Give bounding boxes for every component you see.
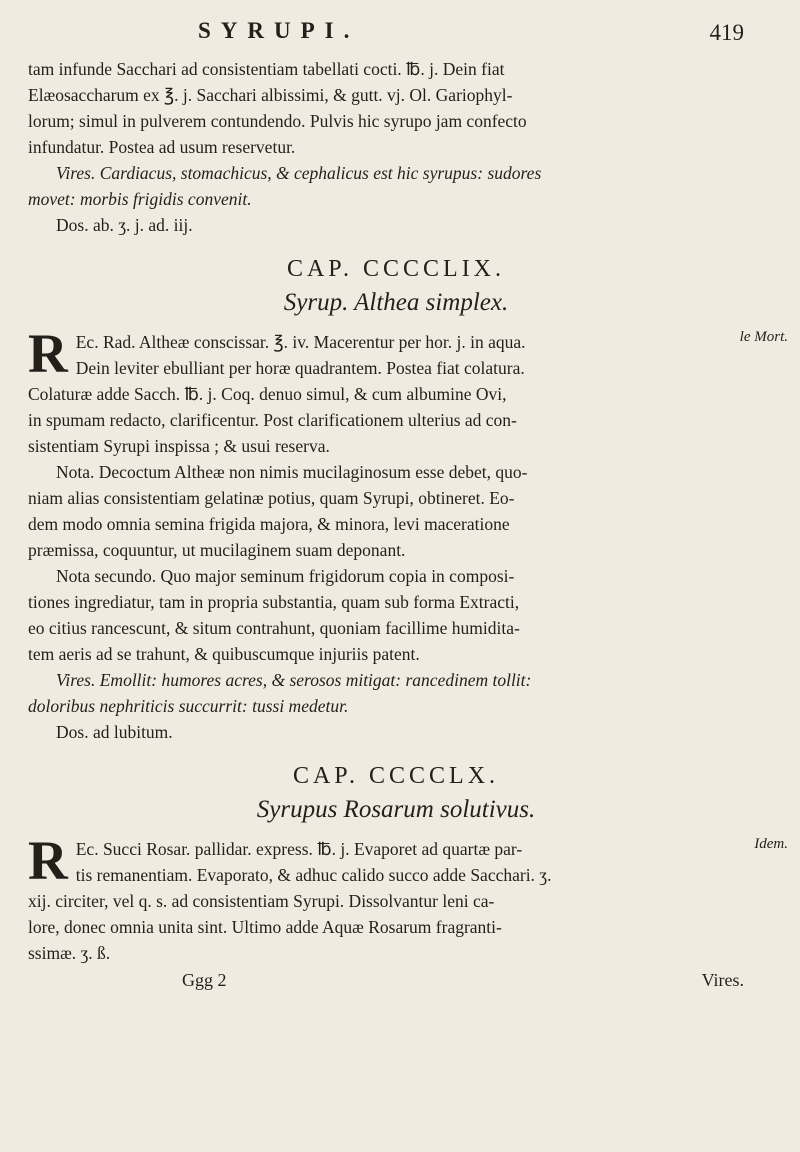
text-line: lorum; simul in pulverem contundendo. Pulvis hic syrupo jam confecto <box>28 111 527 131</box>
text-line: ssimæ. ʒ. ß. <box>28 943 111 963</box>
section-title: Syrup. Althea simplex. <box>283 289 509 316</box>
note-line: tiones ingrediatur, tam in propria substantia, quam sub forma Extracti, <box>28 592 520 612</box>
note-line: dem modo omnia semina frigida majora, & minora, levi maceratione <box>28 514 510 534</box>
recipe-block <box>28 323 788 745</box>
opening-section <box>28 56 764 238</box>
page-number: 419 <box>709 20 744 45</box>
catchword: Vires. <box>701 970 744 990</box>
running-title: SYRUPI. <box>198 18 360 43</box>
text-line: Elæosaccharum ex ℥. j. Sacchari albissimi, & gutt. vj. Ol. Gariophyl- <box>28 85 513 105</box>
vires-line: Vires. Cardiacus, stomachicus, & cephalicus est hic syrupus: sudores <box>56 163 542 183</box>
note-line: Nota. Decoctum Altheæ non nimis mucilaginosum esse debet, quo- <box>56 462 528 482</box>
text-line: lore, donec omnia unita sint. Ultimo adde Aquæ Rosarum fragranti- <box>28 917 502 937</box>
text-line: sistentiam Syrupi inspissa ; & usui reserva. <box>28 436 330 456</box>
vires-line: doloribus nephriticis succurrit: tussi medetur. <box>28 696 349 716</box>
margin-note: Idem. <box>754 836 788 852</box>
recipe-initial: R <box>28 830 68 891</box>
text-line: tis remanentiam. Evaporato, & adhuc calido succo adde Sacchari. ʒ. <box>75 865 552 885</box>
text-line: Ec. Rad. Altheæ conscissar. ℥. iv. Macerentur per hor. j. in aqua. <box>75 332 526 352</box>
signature-mark: Ggg 2 <box>182 970 227 990</box>
text-line: in spumam redacto, clarificentur. Post clarificationem ulterius ad con- <box>28 410 517 430</box>
running-head <box>28 14 764 56</box>
note-line: eo citius rancescunt, & situm contrahunt, quoniam facillime humidita- <box>28 618 520 638</box>
text-line: tam infunde Sacchari ad consistentiam tabellati cocti. ℔. j. Dein fiat <box>28 59 505 79</box>
vires-line: movet: morbis frigidis convenit. <box>28 189 252 209</box>
text-line: Ec. Succi Rosar. pallidar. express. ℔. j. Evaporet ad quartæ par- <box>75 839 523 859</box>
dose-line: Dos. ad lubitum. <box>56 722 173 742</box>
note-line: tem aeris ad se trahunt, & quibuscumque injuriis patent. <box>28 644 420 664</box>
text-line: Colaturæ adde Sacch. ℔. j. Coq. denuo simul, & cum albumine Ovi, <box>28 384 507 404</box>
chapter-heading: CAP. CCCCLIX. <box>286 256 506 282</box>
dose-line: Dos. ab. ʒ. j. ad. iij. <box>56 215 193 235</box>
recipe-initial: R <box>28 323 68 384</box>
chapter-heading: CAP. CCCCLX. <box>292 763 500 789</box>
page-footer <box>28 970 764 991</box>
note-line: præmissa, coquuntur, ut mucilaginem suam deponant. <box>28 540 406 560</box>
note-line: Nota secundo. Quo major seminum frigidorum copia in composi- <box>56 566 515 586</box>
text-line: xij. circiter, vel q. s. ad consistentiam Syrupi. Dissolvantur leni ca- <box>28 891 495 911</box>
text-line: infundatur. Postea ad usum reservetur. <box>28 137 296 157</box>
section-title: Syrupus Rosarum solutivus. <box>256 796 536 823</box>
recipe-block <box>28 830 788 966</box>
note-line: niam alias consistentiam gelatinæ potius, quam Syrupi, obtineret. Eo- <box>28 488 515 508</box>
margin-note: le Mort. <box>739 329 788 345</box>
vires-line: Vires. Emollit: humores acres, & serosos mitigat: rancedinem tollit: <box>56 670 532 690</box>
book-page <box>28 14 788 1134</box>
text-line: Dein leviter ebulliant per horæ quadrantem. Postea fiat colatura. <box>75 358 525 378</box>
